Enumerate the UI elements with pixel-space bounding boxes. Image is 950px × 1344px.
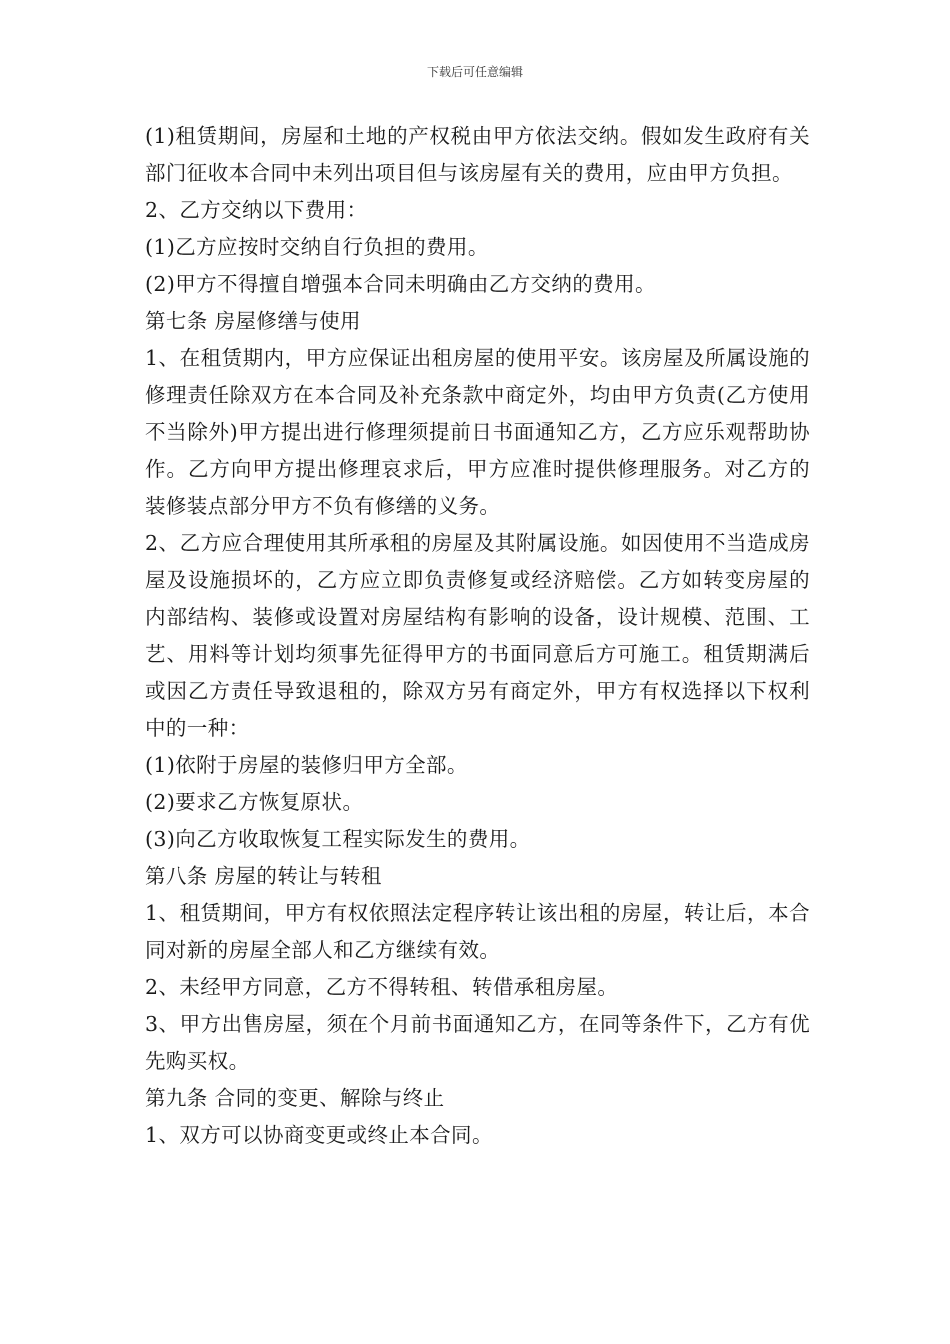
document-body — [145, 118, 810, 1154]
paragraph: 1、租赁期间，甲方有权依照法定程序转让该出租的房屋，转让后，本合同对新的房屋全部人和乙方继续有效。 — [145, 901, 810, 962]
paragraph: 2、未经甲方同意，乙方不得转租、转借承租房屋。 — [145, 975, 619, 999]
paragraph: (1)租赁期间，房屋和土地的产权税由甲方依法交纳。假如发生政府有关部门征收本合同中未列出项目但与该房屋有关的费用，应由甲方负担。 — [145, 124, 810, 185]
page-header: 下载后可任意编辑 — [426, 65, 523, 79]
paragraph: 2、乙方交纳以下费用： — [145, 198, 368, 222]
paragraph: 2、乙方应合理使用其所承租的房屋及其附属设施。如因使用不当造成房屋及设施损坏的，乙方应立即负责修复或经济赔偿。乙方如转变房屋的内部结构、装修或设置对房屋结构有影响的设备，设计规模、范围、工艺、用料等计划均须事先征得甲方的书面同意后方可施工。租赁期满后或因乙方责任导致退租的，除双方另有商定外，甲方有权选择以下权利中的一种： — [145, 531, 810, 740]
section-heading: 第九条 合同的变更、解除与终止 — [145, 1086, 445, 1110]
paragraph: 1、在租赁期内，甲方应保证出租房屋的使用平安。该房屋及所属设施的修理责任除双方在本合同及补充条款中商定外，均由甲方负责(乙方使用不当除外)甲方提出进行修理须提前日书面通知乙方，乙方应乐观帮助协作。乙方向甲方提出修理哀求后，甲方应准时提供修理服务。对乙方的装修装点部分甲方不负有修缮的义务。 — [145, 346, 810, 518]
paragraph: 3、甲方出售房屋，须在个月前书面通知乙方，在同等条件下，乙方有优先购买权。 — [145, 1012, 810, 1073]
paragraph: (2)要求乙方恢复原状。 — [145, 790, 364, 814]
paragraph: (2)甲方不得擅自增强本合同未明确由乙方交纳的费用。 — [145, 272, 656, 296]
paragraph: (1)依附于房屋的装修归甲方全部。 — [145, 753, 468, 777]
section-heading: 第八条 房屋的转让与转租 — [145, 864, 382, 888]
paragraph: (1)乙方应按时交纳自行负担的费用。 — [145, 235, 489, 259]
section-heading: 第七条 房屋修缮与使用 — [145, 309, 361, 333]
paragraph: 1、双方可以协商变更或终止本合同。 — [145, 1123, 493, 1147]
paragraph: (3)向乙方收取恢复工程实际发生的费用。 — [145, 827, 531, 851]
